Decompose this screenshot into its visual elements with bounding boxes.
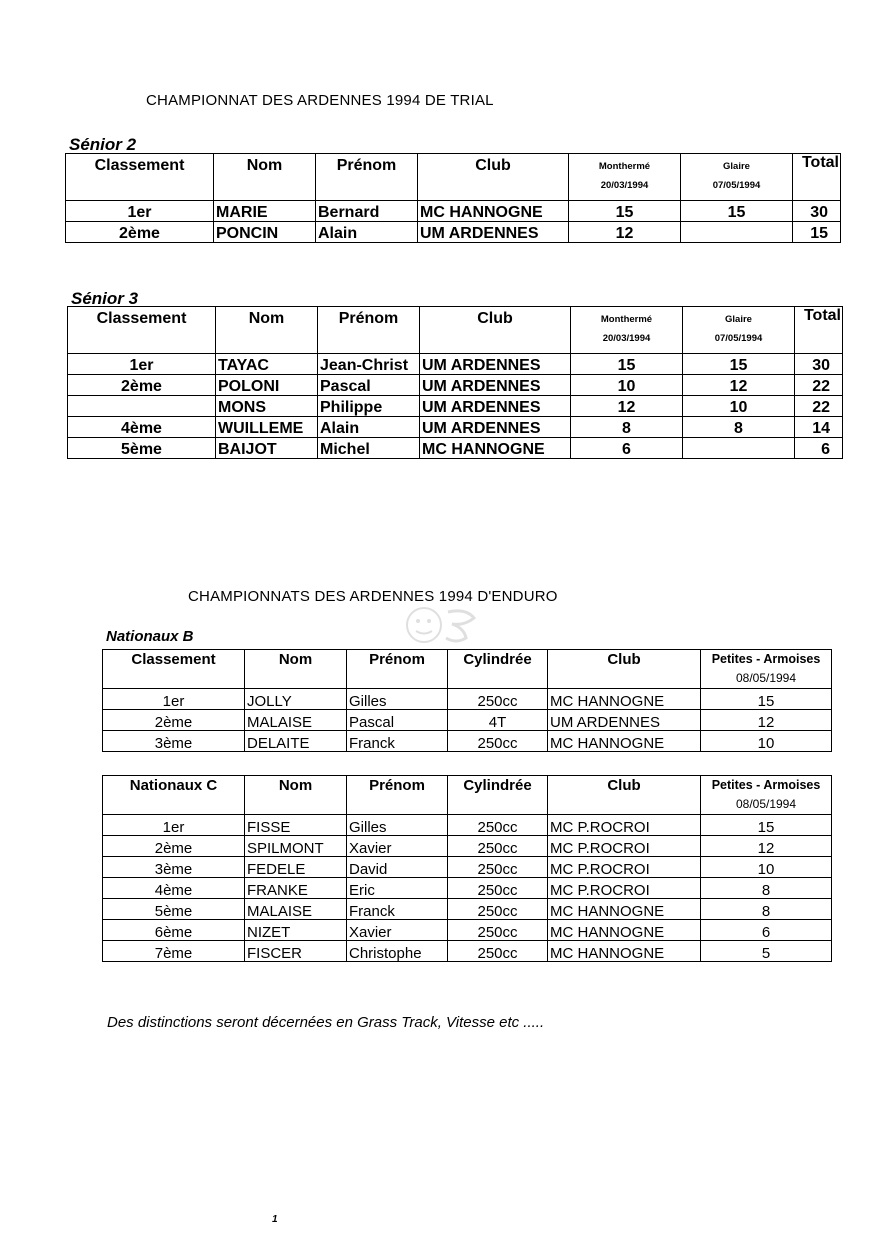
table-row bbox=[68, 417, 843, 438]
table-header-row bbox=[66, 154, 841, 201]
cell-e2: 15 bbox=[681, 201, 793, 222]
cell-prenom: Franck bbox=[347, 899, 448, 920]
cell-pts: 12 bbox=[701, 710, 832, 731]
senior2-label: Sénior 2 bbox=[69, 135, 137, 154]
cell-nom: PONCIN bbox=[214, 222, 316, 243]
table-row bbox=[103, 878, 832, 899]
cell-e2 bbox=[683, 438, 795, 459]
cell-total: 15 bbox=[793, 222, 841, 243]
cell-prenom: Bernard bbox=[316, 201, 418, 222]
cell-prenom: Pascal bbox=[347, 710, 448, 731]
cell-rank: 5ème bbox=[68, 438, 216, 459]
table-header-row bbox=[68, 307, 843, 354]
enduro-title: CHAMPIONNATS DES ARDENNES 1994 D'ENDURO bbox=[188, 588, 558, 605]
cell-rank: 7ème bbox=[103, 941, 245, 962]
cell-prenom: Alain bbox=[316, 222, 418, 243]
cell-total: 30 bbox=[795, 354, 843, 375]
cell-e1: 12 bbox=[569, 222, 681, 243]
cell-cyl: 250cc bbox=[448, 941, 548, 962]
header-event-montherme: Monthermé 20/03/1994 bbox=[569, 154, 681, 201]
cell-cyl: 250cc bbox=[448, 689, 548, 710]
cell-e1: 15 bbox=[569, 201, 681, 222]
cell-nom: FRANKE bbox=[245, 878, 347, 899]
cell-pts: 12 bbox=[701, 836, 832, 857]
cell-prenom: Jean-Christ bbox=[318, 354, 420, 375]
cell-cyl: 250cc bbox=[448, 836, 548, 857]
cell-cyl: 250cc bbox=[448, 920, 548, 941]
footer-note: Des distinctions seront décernées en Grass Track, Vitesse etc ..... bbox=[107, 1014, 545, 1031]
cell-prenom: Christophe bbox=[347, 941, 448, 962]
header-nom: Nom bbox=[214, 154, 316, 201]
table-row bbox=[103, 899, 832, 920]
nationaux-b-table bbox=[102, 649, 832, 752]
cell-club: MC P.ROCROI bbox=[548, 878, 701, 899]
table-row bbox=[103, 836, 832, 857]
cell-e1: 10 bbox=[571, 375, 683, 396]
senior3-label: Sénior 3 bbox=[71, 289, 139, 308]
cell-rank: 3ème bbox=[103, 857, 245, 878]
cell-prenom: Gilles bbox=[347, 689, 448, 710]
header-cylindree: Cylindrée bbox=[448, 650, 548, 689]
header-nom: Nom bbox=[245, 650, 347, 689]
nationaux-c-table bbox=[102, 775, 832, 962]
cell-cyl: 4T bbox=[448, 710, 548, 731]
cell-rank: 1er bbox=[103, 689, 245, 710]
header-event-glaire: Glaire 07/05/1994 bbox=[681, 154, 793, 201]
header-prenom: Prénom bbox=[318, 307, 420, 354]
cell-club: MC P.ROCROI bbox=[548, 815, 701, 836]
header-club: Club bbox=[548, 650, 701, 689]
header-nationaux-c: Nationaux C bbox=[103, 776, 245, 815]
header-prenom: Prénom bbox=[347, 776, 448, 815]
cell-pts: 5 bbox=[701, 941, 832, 962]
cell-cyl: 250cc bbox=[448, 815, 548, 836]
cell-nom: MARIE bbox=[214, 201, 316, 222]
cell-total: 14 bbox=[795, 417, 843, 438]
cell-nom: FEDELE bbox=[245, 857, 347, 878]
table-row bbox=[103, 731, 832, 752]
cell-club: UM ARDENNES bbox=[420, 396, 571, 417]
header-club: Club bbox=[548, 776, 701, 815]
cell-cyl: 250cc bbox=[448, 878, 548, 899]
header-prenom: Prénom bbox=[316, 154, 418, 201]
cell-nom: MALAISE bbox=[245, 899, 347, 920]
cell-nom: TAYAC bbox=[216, 354, 318, 375]
cell-e2: 10 bbox=[683, 396, 795, 417]
header-club: Club bbox=[418, 154, 569, 201]
cell-nom: MONS bbox=[216, 396, 318, 417]
cell-club: UM ARDENNES bbox=[548, 710, 701, 731]
cell-rank: 4ème bbox=[103, 878, 245, 899]
cell-prenom: Pascal bbox=[318, 375, 420, 396]
cell-club: UM ARDENNES bbox=[420, 354, 571, 375]
cell-pts: 8 bbox=[701, 878, 832, 899]
cell-pts: 10 bbox=[701, 731, 832, 752]
cell-club: UM ARDENNES bbox=[418, 222, 569, 243]
cell-rank: 1er bbox=[103, 815, 245, 836]
cell-cyl: 250cc bbox=[448, 731, 548, 752]
cell-total: 22 bbox=[795, 396, 843, 417]
cell-e1: 8 bbox=[571, 417, 683, 438]
table-row bbox=[66, 201, 841, 222]
cell-prenom: Xavier bbox=[347, 920, 448, 941]
table-row bbox=[66, 222, 841, 243]
cell-pts: 6 bbox=[701, 920, 832, 941]
cell-rank: 2ème bbox=[66, 222, 214, 243]
cell-club: MC HANNOGNE bbox=[548, 689, 701, 710]
cell-prenom: Michel bbox=[318, 438, 420, 459]
cell-prenom: Eric bbox=[347, 878, 448, 899]
header-cylindree: Cylindrée bbox=[448, 776, 548, 815]
cell-rank bbox=[68, 396, 216, 417]
table-row bbox=[103, 815, 832, 836]
cell-e2 bbox=[681, 222, 793, 243]
header-classement: Classement bbox=[103, 650, 245, 689]
header-club: Club bbox=[420, 307, 571, 354]
cell-club: MC HANNOGNE bbox=[548, 941, 701, 962]
cell-prenom: Philippe bbox=[318, 396, 420, 417]
cell-total: 6 bbox=[795, 438, 843, 459]
cell-nom: JOLLY bbox=[245, 689, 347, 710]
header-nom: Nom bbox=[245, 776, 347, 815]
header-prenom: Prénom bbox=[347, 650, 448, 689]
cell-pts: 15 bbox=[701, 689, 832, 710]
table-header-row bbox=[103, 650, 832, 689]
header-classement: Classement bbox=[66, 154, 214, 201]
cell-nom: SPILMONT bbox=[245, 836, 347, 857]
watermark-logo bbox=[404, 604, 490, 646]
cell-club: MC HANNOGNE bbox=[548, 920, 701, 941]
cell-club: UM ARDENNES bbox=[420, 417, 571, 438]
header-total: Total bbox=[793, 154, 841, 201]
cell-prenom: Alain bbox=[318, 417, 420, 438]
header-total: Total bbox=[795, 307, 843, 354]
header-nom: Nom bbox=[216, 307, 318, 354]
cell-nom: NIZET bbox=[245, 920, 347, 941]
cell-club: MC P.ROCROI bbox=[548, 857, 701, 878]
cell-nom: DELAITE bbox=[245, 731, 347, 752]
trial-title: CHAMPIONNAT DES ARDENNES 1994 DE TRIAL bbox=[146, 92, 494, 109]
table-row bbox=[103, 941, 832, 962]
cell-rank: 1er bbox=[66, 201, 214, 222]
cell-rank: 2ème bbox=[68, 375, 216, 396]
cell-club: UM ARDENNES bbox=[420, 375, 571, 396]
senior2-table bbox=[65, 153, 841, 243]
table-row bbox=[103, 689, 832, 710]
cell-rank: 5ème bbox=[103, 899, 245, 920]
cell-prenom: David bbox=[347, 857, 448, 878]
table-row bbox=[103, 710, 832, 731]
nationaux-b-label: Nationaux B bbox=[106, 628, 194, 645]
cell-total: 30 bbox=[793, 201, 841, 222]
cell-rank: 4ème bbox=[68, 417, 216, 438]
cell-e2: 8 bbox=[683, 417, 795, 438]
table-row bbox=[68, 438, 843, 459]
cell-prenom: Franck bbox=[347, 731, 448, 752]
table-row bbox=[68, 354, 843, 375]
cell-nom: MALAISE bbox=[245, 710, 347, 731]
header-event-petites-armoises: Petites - Armoises 08/05/1994 bbox=[701, 776, 832, 815]
cell-club: MC HANNOGNE bbox=[548, 731, 701, 752]
header-event-glaire: Glaire 07/05/1994 bbox=[683, 307, 795, 354]
cell-pts: 15 bbox=[701, 815, 832, 836]
table-row bbox=[103, 857, 832, 878]
header-event-montherme: Monthermé 20/03/1994 bbox=[571, 307, 683, 354]
cell-total: 22 bbox=[795, 375, 843, 396]
cell-nom: FISSE bbox=[245, 815, 347, 836]
cell-nom: BAIJOT bbox=[216, 438, 318, 459]
cell-nom: FISCER bbox=[245, 941, 347, 962]
table-header-row bbox=[103, 776, 832, 815]
cell-nom: WUILLEME bbox=[216, 417, 318, 438]
cell-pts: 10 bbox=[701, 857, 832, 878]
cell-pts: 8 bbox=[701, 899, 832, 920]
cell-nom: POLONI bbox=[216, 375, 318, 396]
cell-e1: 12 bbox=[571, 396, 683, 417]
header-event-petites-armoises: Petites - Armoises 08/05/1994 bbox=[701, 650, 832, 689]
cell-rank: 2ème bbox=[103, 836, 245, 857]
senior3-table bbox=[67, 306, 843, 459]
cell-club: MC HANNOGNE bbox=[418, 201, 569, 222]
cell-e1: 6 bbox=[571, 438, 683, 459]
cell-club: MC HANNOGNE bbox=[420, 438, 571, 459]
table-row bbox=[68, 396, 843, 417]
cell-club: MC HANNOGNE bbox=[548, 899, 701, 920]
cell-club: MC P.ROCROI bbox=[548, 836, 701, 857]
cell-e1: 15 bbox=[571, 354, 683, 375]
cell-prenom: Xavier bbox=[347, 836, 448, 857]
table-row bbox=[103, 920, 832, 941]
cell-e2: 15 bbox=[683, 354, 795, 375]
table-row bbox=[68, 375, 843, 396]
cell-cyl: 250cc bbox=[448, 899, 548, 920]
header-classement: Classement bbox=[68, 307, 216, 354]
cell-rank: 6ème bbox=[103, 920, 245, 941]
cell-prenom: Gilles bbox=[347, 815, 448, 836]
page-mark: 1 bbox=[272, 1214, 278, 1225]
cell-rank: 2ème bbox=[103, 710, 245, 731]
cell-rank: 3ème bbox=[103, 731, 245, 752]
cell-cyl: 250cc bbox=[448, 857, 548, 878]
cell-e2: 12 bbox=[683, 375, 795, 396]
cell-rank: 1er bbox=[68, 354, 216, 375]
